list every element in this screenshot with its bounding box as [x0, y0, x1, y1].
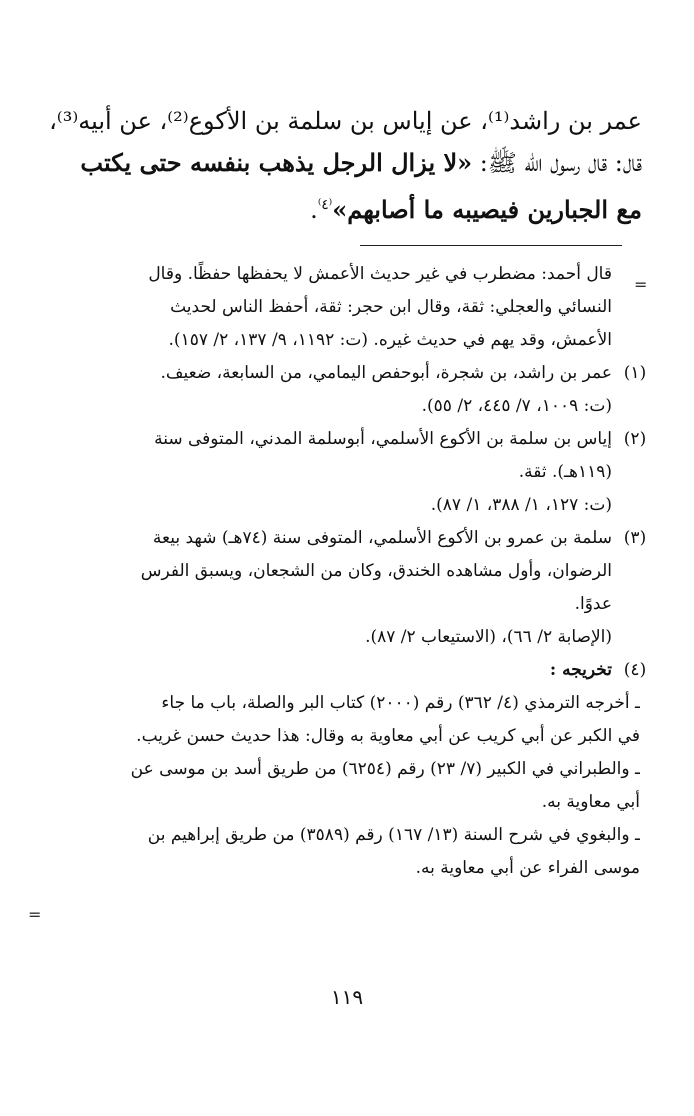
main-line-1: عمر بن راشد⁽¹⁾، عن إياس بن سلمة بن الأكوع⁽²⁾، عن أبيه⁽³⁾،: [49, 107, 642, 135]
continued-marker: =: [634, 275, 648, 294]
footnote-line: عدوًا.: [574, 594, 612, 614]
footnote-line: قال أحمد: مضطرب في غير حديث الأعمش لا يحفظها حفظًا. وقال: [148, 264, 612, 284]
main-line-2: [40, 142, 642, 184]
footnote-line: (ت: ١٢٧، ١/ ٣٨٨، ١/ ٨٧).: [430, 495, 612, 515]
footnote-line: الأعمش، وقد يهم في حديث غيره. (ت: ١١٩٢، ٩/ ١٣٧، ٢/ ١٥٧).: [168, 330, 612, 350]
footnote-line: ـ والطبراني في الكبير (٧/ ٢٣) رقم (٦٢٥٤) من طريق أسد بن موسى عن: [130, 759, 640, 779]
footnote-heading: تخريجه :: [549, 660, 612, 680]
footnote-number: (٣): [623, 528, 647, 548]
footnote-line: (١١٩هـ). ثقة.: [518, 462, 612, 482]
hadith-text-end: مع الجبارين فيصيبه ما أصابهم»: [332, 195, 642, 224]
footnote-3: [30, 522, 658, 654]
footnote-line: عمر بن راشد، بن شجرة، أبوحفص اليمامي، من السابعة، ضعيف.: [160, 363, 612, 383]
footnote-1: [30, 357, 658, 423]
continues-marker: =: [28, 905, 42, 924]
footnote-2: [30, 423, 658, 522]
footnote-separator: [360, 245, 622, 246]
footnote-line: موسى الفراء عن أبي معاوية به.: [415, 858, 640, 878]
footnote-4: [30, 654, 658, 687]
footnote-number: (٤): [623, 660, 647, 680]
footnote-number: (٢): [623, 429, 647, 449]
footnote-ref-4: ⁽٤⁾: [317, 197, 333, 213]
footnote-line: (ت: ١٠٠٩، ٧/ ٤٤٥، ٢/ ٥٥).: [421, 396, 612, 416]
footnote-line: في الكبر عن أبي كريب عن أبي معاوية به وقال: هذا حديث حسن غريب.: [136, 726, 640, 746]
footnote-line: سلمة بن عمرو بن الأكوع الأسلمي، المتوفى سنة (٧٤هـ) شهد بيعة: [152, 528, 612, 548]
footnote-line: ـ أخرجه الترمذي (٤/ ٣٦٢) رقم (٢٠٠٠) كتاب البر والصلة، باب ما جاء: [161, 693, 640, 713]
hadith-text-start: «لا يزال الرجل يذهب بنفسه حتى يكتب: [80, 148, 473, 177]
footnote-line: أبي معاوية به.: [541, 792, 640, 812]
footnote-continued: [30, 258, 658, 357]
footnote-line: إياس بن سلمة بن الأكوع الأسلمي، أبوسلمة المدني، المتوفى سنة: [154, 429, 612, 449]
main-line-2-plain: قال: قال رسول الله ﷺ:: [472, 149, 642, 177]
footnote-line: ـ والبغوي في شرح السنة (١٣/ ١٦٧) رقم (٣٥٨٩) من طريق إبراهيم بن: [147, 825, 640, 845]
main-text: [40, 100, 642, 231]
main-line-3: [40, 184, 642, 231]
footnote-number: (١): [623, 363, 647, 383]
footnotes: [30, 258, 658, 885]
page-number: ١١٩: [330, 985, 364, 1009]
footnote-line: (الإصابة ٢/ ٦٦)، (الاستيعاب ٢/ ٨٧).: [365, 627, 612, 647]
main-line-3-end: .: [310, 196, 318, 224]
footnote-line: الرضوان، وأول مشاهده الخندق، وكان من الشجعان، ويسبق الفرس: [140, 561, 612, 581]
footnote-line: النسائي والعجلي: ثقة، وقال ابن حجر: ثقة، أحفظ الناس لحديث: [170, 297, 612, 317]
footnote-4-body: [30, 687, 658, 885]
